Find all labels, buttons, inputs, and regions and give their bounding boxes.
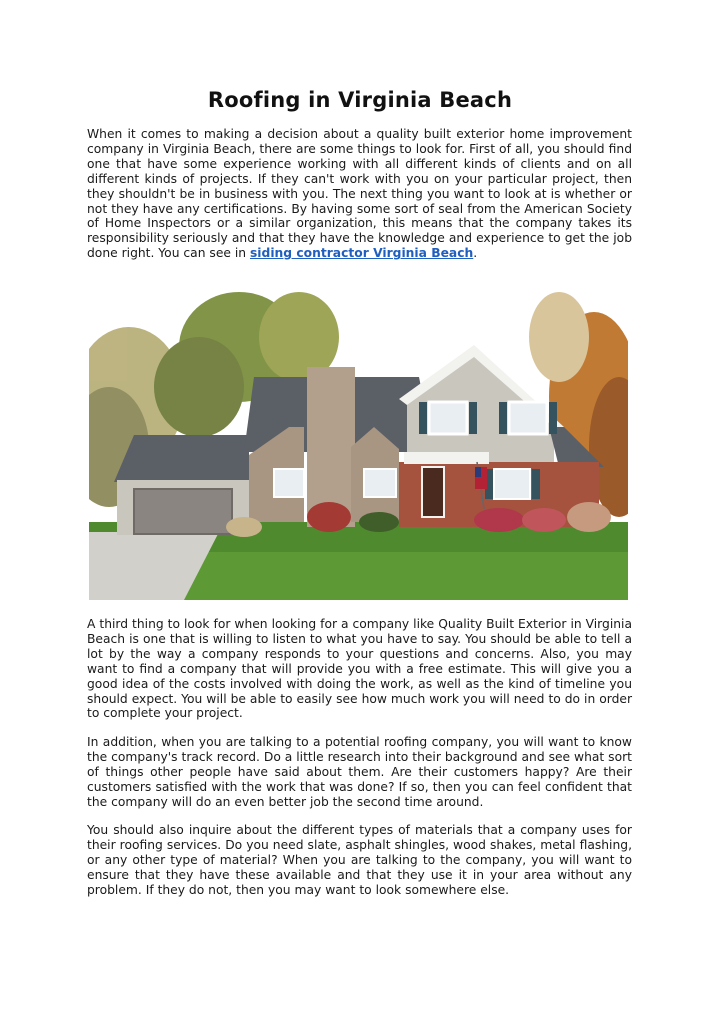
paragraph-intro-end: .	[473, 246, 478, 261]
siding-contractor-link[interactable]: siding contractor Virginia Beach	[249, 246, 474, 261]
paragraph-track-record: In addition, when you are talking to a potential roofing company, you will want to know the company's track record. Do a little research into their background and see what sort of things other people have said about them. Are their customers happy? Are their customers satisfied with the work that was done? If so, then you can feel confident that the company will do an even better job the second time around.	[87, 735, 632, 809]
paragraph-materials: You should also inquire about the different types of materials that a company uses for their roofing services. Do you need slate, asphalt shingles, wood shakes, metal flashing, or any other type of material? When you are talking to the company, you will want to ensure that they have these available and that they use it in your area without any problem. If they do not, then you may want to look somewhere else.	[87, 823, 632, 897]
page-title: Roofing in Virginia Beach	[207, 88, 513, 112]
paragraph-listening: A third thing to look for when looking for a company like Quality Built Exterior in Virginia Beach is one that is willing to listen to what you have to say. You should be able to tell a lot by the way a company responds to your questions and concerns. Also, you may want to find a company that will provide you with a free estimate. This will give you a good idea of the costs involved with doing the work, as well as the kind of timeline you should expect. You will be able to easily see how much work you will need to do in order to complete your project.	[87, 617, 632, 721]
paragraph-intro	[87, 127, 632, 261]
house-photo	[89, 277, 628, 600]
paragraph-intro-text: When it comes to making a decision about a quality built exterior home improvement company in Virginia Beach, there are some things to look for. First of all, you should find one that have some experience working with all different kinds of clients and on all different kinds of projects. If they can't work with you on your particular project, then they shouldn't be in business with you. The next thing you want to look at is whether or not they have any certifications. By having some sort of seal from the American Society of Home Inspectors or a similar organization, this means that the company takes its responsibility seriously and that they have the knowledge and experience to get the job done right. You can see in	[87, 127, 632, 261]
